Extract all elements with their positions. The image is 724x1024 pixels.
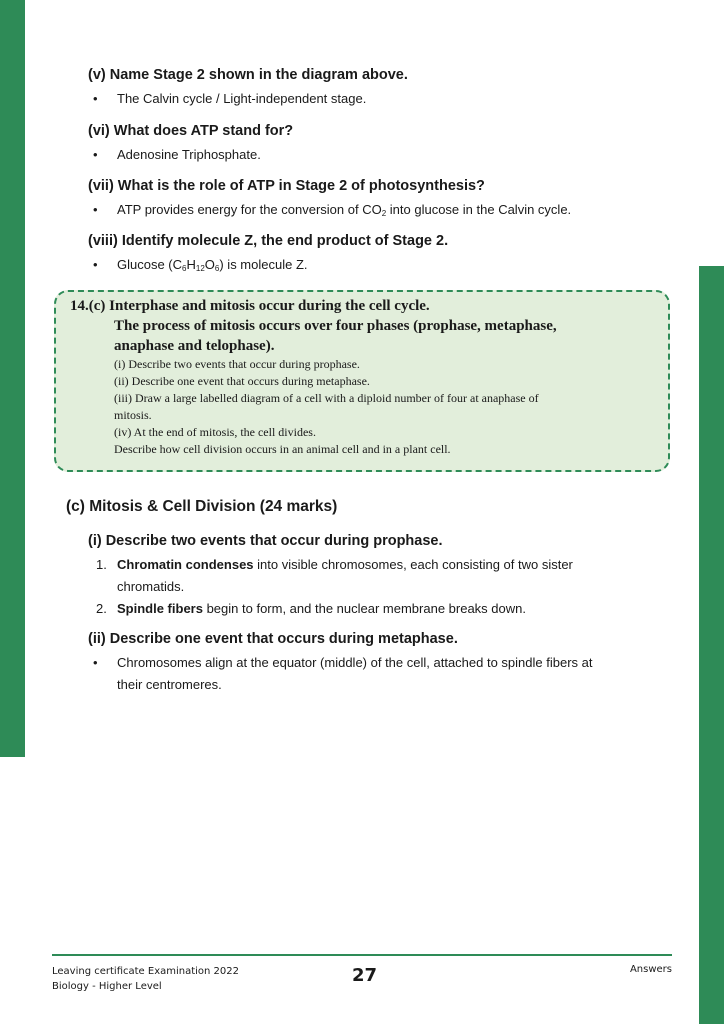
footer-divider [52, 954, 672, 956]
question-text: (i) Describe two events that occur during prophase. [88, 533, 443, 549]
right-accent-bar [699, 266, 724, 1024]
bullet-icon: • [93, 147, 98, 162]
answer-text: Adenosine Triphosphate. [117, 147, 261, 162]
answer-text: The Calvin cycle / Light-independent stage. [117, 91, 367, 106]
bullet-icon: • [93, 202, 98, 217]
box-item: Describe how cell division occurs in an animal cell and in a plant cell. [114, 442, 451, 456]
bullet-icon: • [93, 257, 98, 272]
footer-exam-level: Biology - Higher Level [52, 981, 162, 992]
box-item: (iii) Draw a large labelled diagram of a cell with a diploid number of four at anaphase of [114, 391, 539, 405]
box-bold-line: anaphase and telophase). [114, 338, 275, 354]
bullet-icon: • [93, 91, 98, 106]
section-heading: (c) Mitosis & Cell Division (24 marks) [66, 498, 338, 515]
question-text: (vi) What does ATP stand for? [88, 123, 294, 139]
question-block-v [88, 66, 678, 110]
answer-text: Chromatin condenses into visible chromosomes, each consisting of two sister chromatids. [117, 557, 573, 594]
box-item: (i) Describe two events that occur during prophase. [114, 357, 360, 371]
answer-text: Glucose $(C_6H_{12}O_6)$ is molecule Z. [117, 257, 308, 273]
question-text: (v) Name Stage 2 shown in the diagram above. [88, 67, 408, 83]
question-block-vii [88, 177, 678, 221]
bullet-icon: • [93, 655, 98, 670]
question-block-metaphase [88, 630, 678, 696]
exam-question-box [54, 290, 670, 472]
answer-item [88, 554, 678, 598]
answer-item [88, 144, 678, 166]
box-item: (ii) Describe one event that occurs during metaphase. [114, 374, 370, 388]
box-heading: 14.(c) Interphase and mitosis occur during the cell cycle. [70, 298, 430, 314]
answer-text: Spindle fibers begin to form, and the nuclear membrane breaks down. [117, 601, 526, 616]
question-block-viii [88, 232, 678, 276]
question-text: (viii) Identify molecule Z, the end product of Stage 2. [88, 233, 449, 249]
page-number: 27 [352, 965, 378, 986]
question-text: (vii) What is the role of ATP in Stage 2 of photosynthesis? [88, 178, 485, 194]
answer-item [88, 652, 678, 696]
box-item: (iv) At the end of mitosis, the cell divides. [114, 425, 316, 439]
box-item: mitosis. [114, 408, 152, 422]
footer-section-label: Answers [629, 964, 672, 975]
answer-text: ATP provides energy for the conversion of $CO_2$ into glucose in the Calvin cycle. [117, 202, 572, 218]
question-block-prophase [88, 532, 678, 620]
question-block-vi [88, 122, 678, 166]
box-body [114, 316, 654, 458]
answer-item [88, 88, 678, 110]
box-bold-line: The process of mitosis occurs over four phases (prophase, metaphase, [114, 318, 557, 334]
left-accent-bar [0, 0, 25, 757]
footer-exam-title: Leaving certificate Examination 2022 [52, 966, 240, 977]
answer-item [88, 254, 678, 276]
answer-text: Chromosomes align at the equator (middle) of the cell, attached to spindle fibers at their centromeres. [117, 655, 593, 692]
list-number: 1. [96, 557, 107, 572]
question-text: (ii) Describe one event that occurs during metaphase. [88, 631, 458, 647]
answer-item [88, 199, 678, 221]
footer-exam-info [52, 964, 239, 994]
answer-item [88, 598, 678, 620]
list-number: 2. [96, 601, 107, 616]
